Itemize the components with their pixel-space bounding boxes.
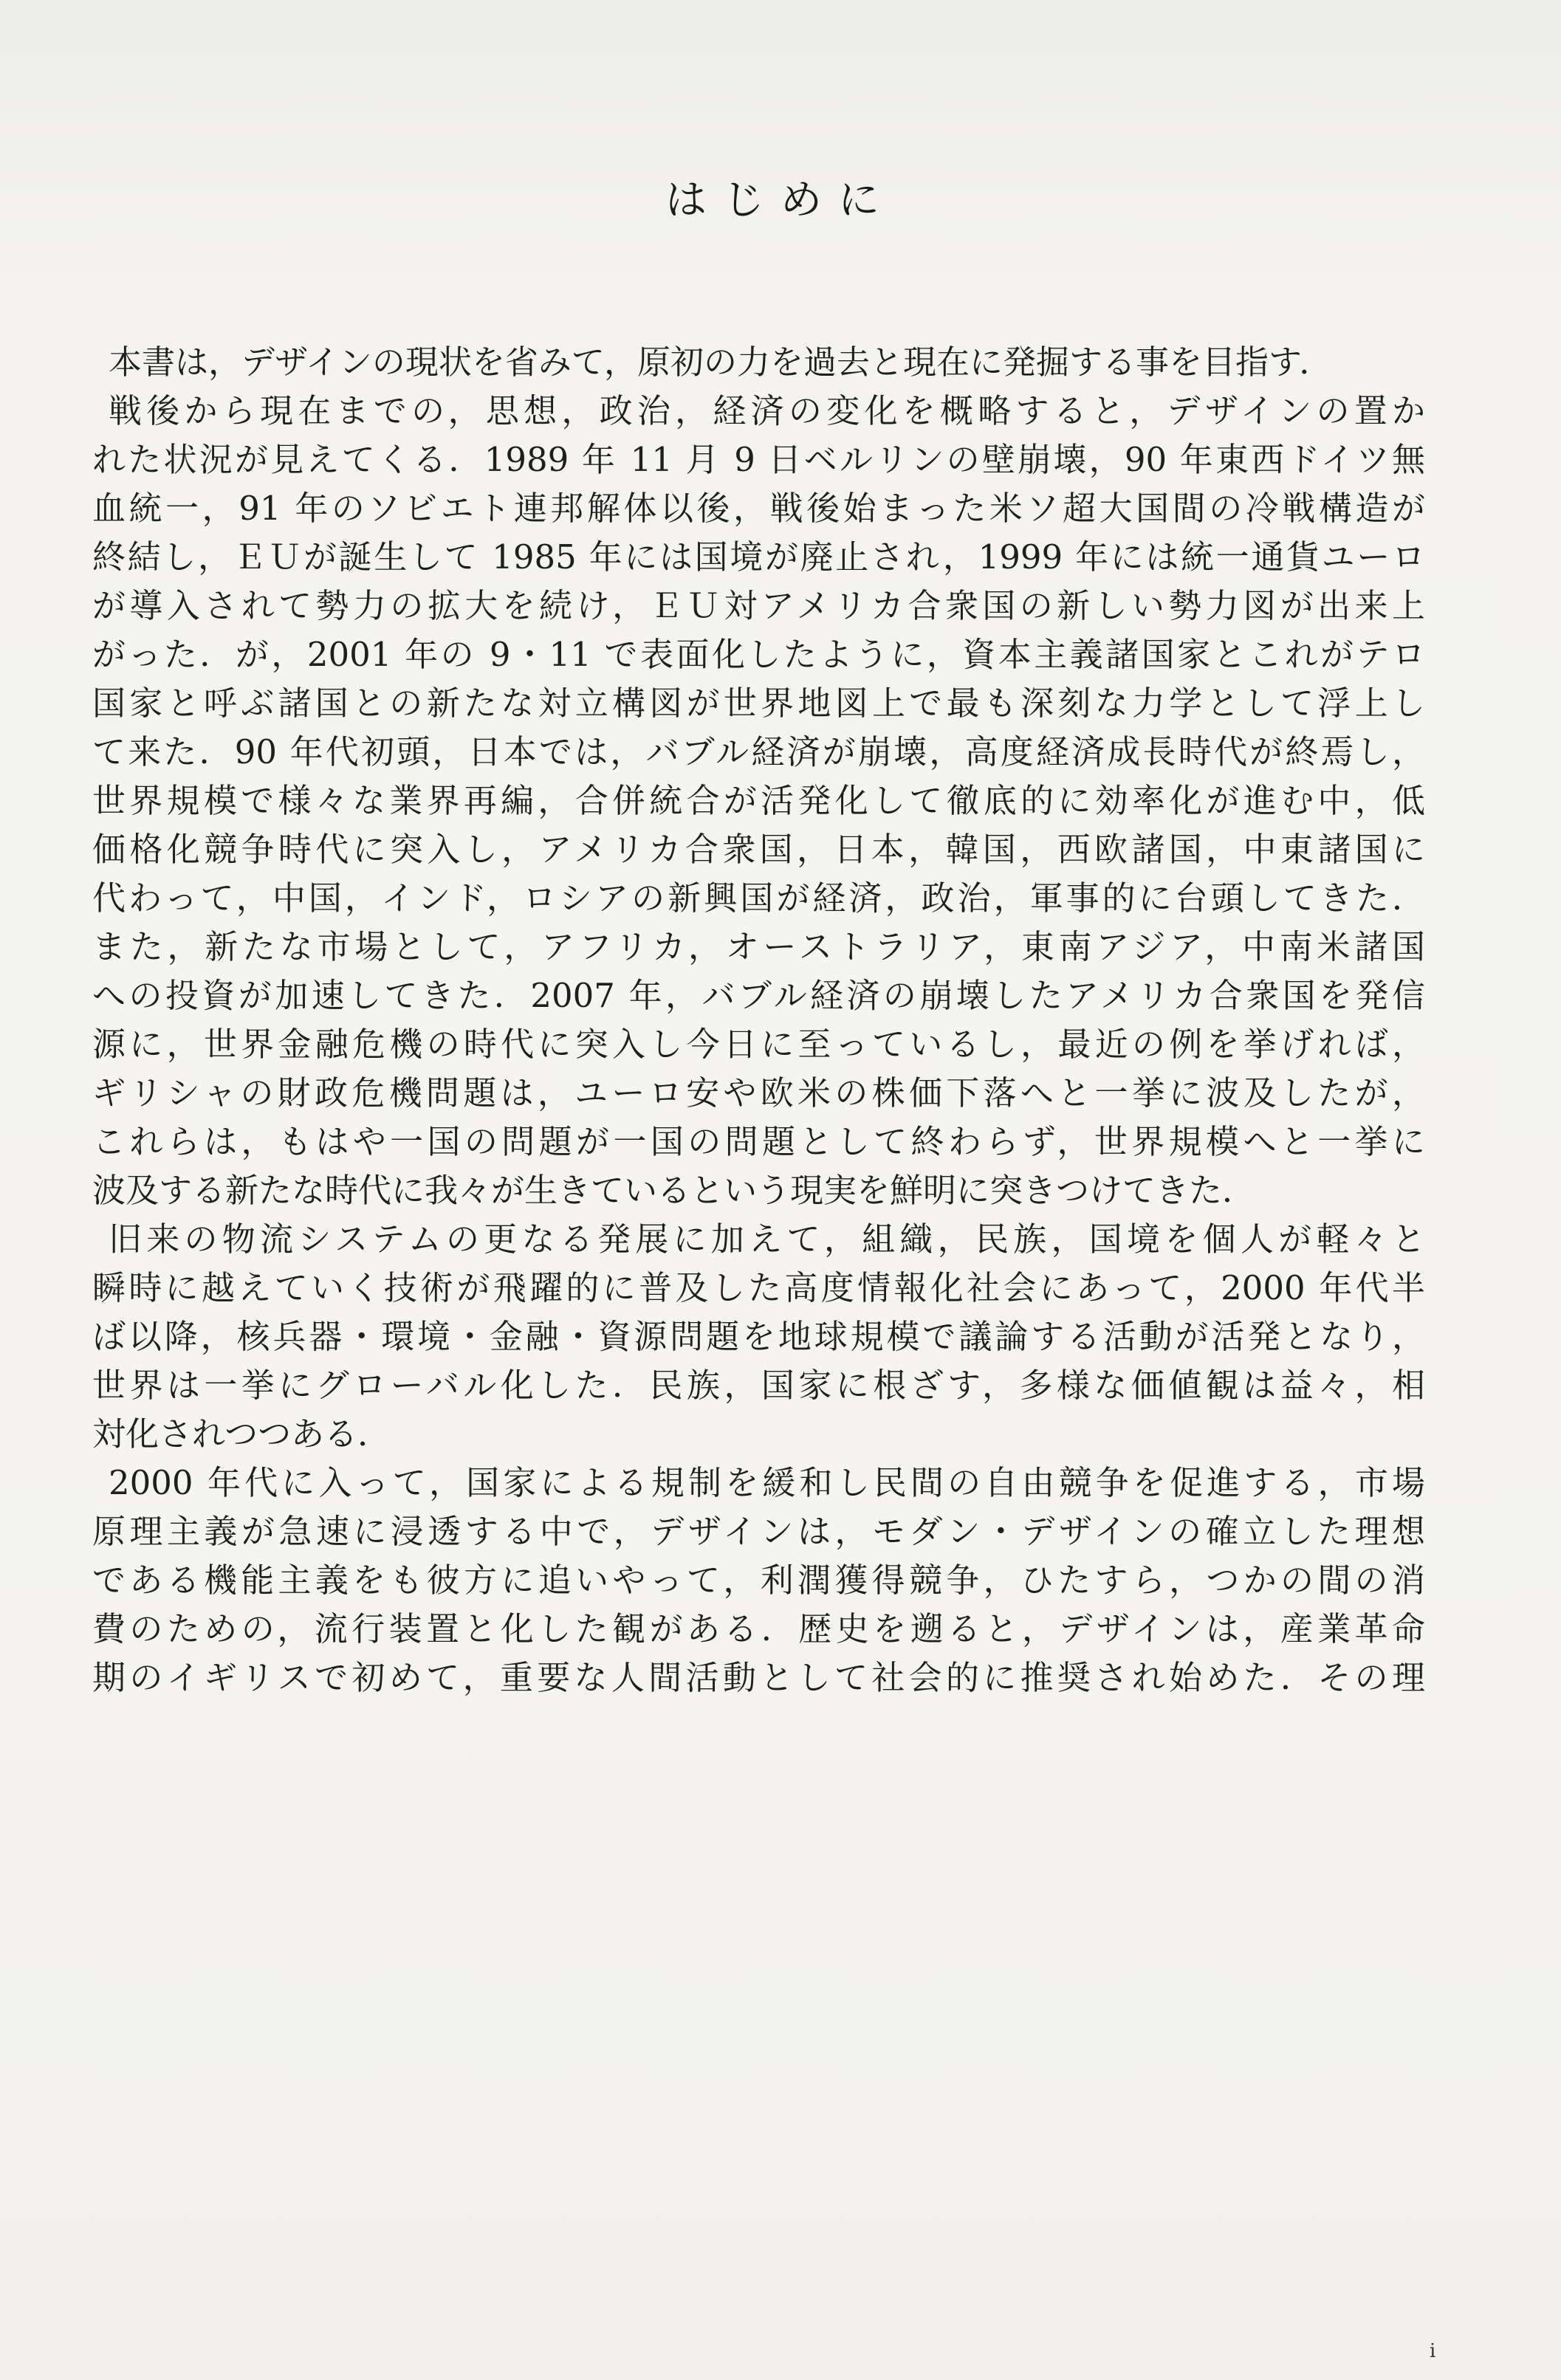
text-line: 費のための，流行装置と化した観がある．歴史を遡ると，デザインは，産業革命 [92, 1609, 1425, 1648]
text-line: て来た．90 年代初頭，日本では，バブル経済が崩壊，高度経済成長時代が終焉し， [92, 732, 1425, 771]
text-line: 血統一，91 年のソビエト連邦解体以後，戦後始まった米ソ超大国間の冷戦構造が [92, 489, 1425, 528]
text-line: また，新たな市場として，アフリカ，オーストラリア，東南アジア，中南米諸国 [92, 927, 1425, 966]
text-line: 対化されつつある． [92, 1414, 391, 1454]
text-line: 本書は，デザインの現状を省みて，原初の力を過去と現在に発掘する事を目指す． [109, 343, 1333, 382]
page-number: i [1430, 2340, 1436, 2362]
text-line: 旧来の物流システムの更なる発展に加えて，組織，民族，国境を個人が軽々と [109, 1220, 1425, 1259]
text-line: 代わって，中国，インド，ロシアの新興国が経済，政治，軍事的に台頭してきた． [92, 878, 1425, 918]
text-line: ば以降，核兵器・環境・金融・資源問題を地球規模で議論する活動が活発となり， [92, 1317, 1425, 1356]
text-line: 原理主義が急速に浸透する中で，デザインは，モダン・デザインの確立した理想 [92, 1512, 1425, 1551]
text-line: 価格化競争時代に突入し，アメリカ合衆国，日本，韓国，西欧諸国，中東諸国に [92, 830, 1425, 869]
text-line: 波及する新たな時代に我々が生きているという現実を鮮明に突きつけてきた． [92, 1171, 1256, 1210]
text-line: 戦後から現在までの，思想，政治，経済の変化を概略すると，デザインの置か [109, 391, 1425, 430]
text-line: これらは，もはや一国の問題が一国の問題として終わらず，世界規模へと一挙に [92, 1122, 1425, 1161]
chapter-heading: はじめに [665, 176, 896, 224]
text-line: が導入されて勢力の拡大を続け，ＥＵ対アメリカ合衆国の新しい勢力図が出来上 [92, 586, 1425, 625]
text-line: 瞬時に越えていく技術が飛躍的に普及した高度情報化社会にあって，2000 年代半 [92, 1268, 1425, 1307]
text-line: 世界は一挙にグローバル化した．民族，国家に根ざす，多様な価値観は益々，相 [92, 1366, 1425, 1405]
text-line: 世界規模で様々な業界再編，合併統合が活発化して徹底的に効率化が進む中，低 [92, 781, 1425, 820]
text-line: れた状況が見えてくる．1989 年 11 月 9 日ベルリンの壁崩壊，90 年東西ドイツ無 [92, 440, 1425, 479]
text-line: への投資が加速してきた．2007 年，バブル経済の崩壊したアメリカ合衆国を発信 [92, 976, 1425, 1015]
text-line: 2000 年代に入って，国家による規制を緩和し民間の自由競争を促進する，市場 [109, 1463, 1425, 1502]
body-text [92, 338, 1425, 1702]
text-line: 国家と呼ぶ諸国との新たな対立構図が世界地図上で最も深刻な力学として浮上し [92, 684, 1425, 723]
text-line: がった．が，2001 年の 9・11 で表面化したように，資本主義諸国家とこれがテロ [92, 635, 1425, 674]
text-line: 終結し，ＥＵが誕生して 1985 年には国境が廃止され，1999 年には統一通貨ユーロ [92, 537, 1425, 577]
text-line: 源に，世界金融危機の時代に突入し今日に至っているし，最近の例を挙げれば， [92, 1025, 1425, 1064]
text-line: である機能主義をも彼方に追いやって，利潤獲得競争，ひたすら，つかの間の消 [92, 1561, 1425, 1600]
text-line: ギリシャの財政危機問題は，ユーロ安や欧米の株価下落へと一挙に波及したが， [92, 1073, 1425, 1112]
text-line: 期のイギリスで初めて，重要な人間活動として社会的に推奨され始めた．その理 [92, 1658, 1425, 1697]
